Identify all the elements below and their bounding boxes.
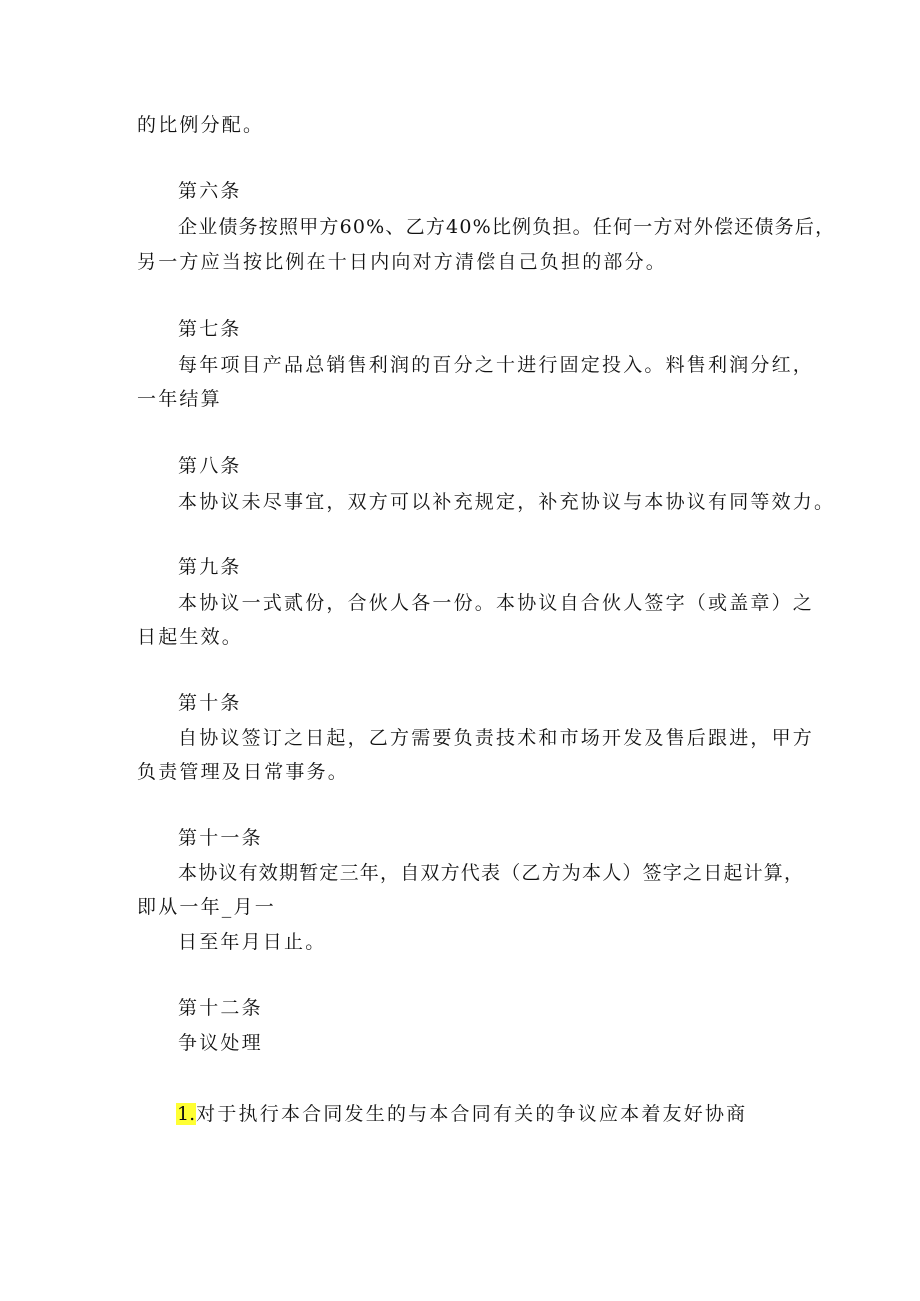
article-9-line-2: 日起生效。 <box>137 626 244 648</box>
list-item-1-text: 对于执行本合同发生的与本合同有关的争议应本着友好协商 <box>196 1103 748 1125</box>
article-11-line-1: 本协议有效期暂定三年，自双方代表（乙方为本人）签字之日起计算， <box>178 862 805 884</box>
article-11-line-2: 即从一年_月一 <box>137 896 276 918</box>
article-7-heading: 第七条 <box>178 318 242 340</box>
article-7-line-1: 每年项目产品总销售利润的百分之十进行固定投入。料售利润分红， <box>178 354 815 376</box>
article-8-heading: 第八条 <box>178 455 242 477</box>
article-9-line-1: 本协议一式贰份，合伙人各一份。本协议自合伙人签字（或盖章）之 <box>178 592 815 614</box>
article-6-heading: 第六条 <box>178 180 242 202</box>
article-6-line-2: 另一方应当按比例在十日内向对方清偿自己负担的部分。 <box>137 251 668 273</box>
article-10-line-2: 负责管理及日常事务。 <box>137 761 350 783</box>
article-11-line-3: 日至年月日止。 <box>178 931 327 953</box>
intro-tail: 的比例分配。 <box>137 114 265 136</box>
article-11-heading: 第十一条 <box>178 827 263 849</box>
article-12-line-1: 争议处理 <box>178 1032 263 1054</box>
list-item-1-number: 1. <box>177 1103 196 1125</box>
article-12-heading: 第十二条 <box>178 997 263 1019</box>
article-6-line-1: 企业债务按照甲方60%、乙方40%比例负担。任何一方对外偿还债务后， <box>178 216 836 238</box>
article-8-line-1: 本协议未尽事宜，双方可以补充规定，补充协议与本协议有同等效力。 <box>178 491 836 513</box>
article-10-line-1: 自协议签订之日起，乙方需要负责技术和市场开发及售后跟进，甲方 <box>178 727 815 749</box>
list-item-1 <box>176 1101 747 1127</box>
article-9-heading: 第九条 <box>178 556 242 578</box>
article-7-line-2: 一年结算 <box>137 388 222 410</box>
article-10-heading: 第十条 <box>178 692 242 714</box>
